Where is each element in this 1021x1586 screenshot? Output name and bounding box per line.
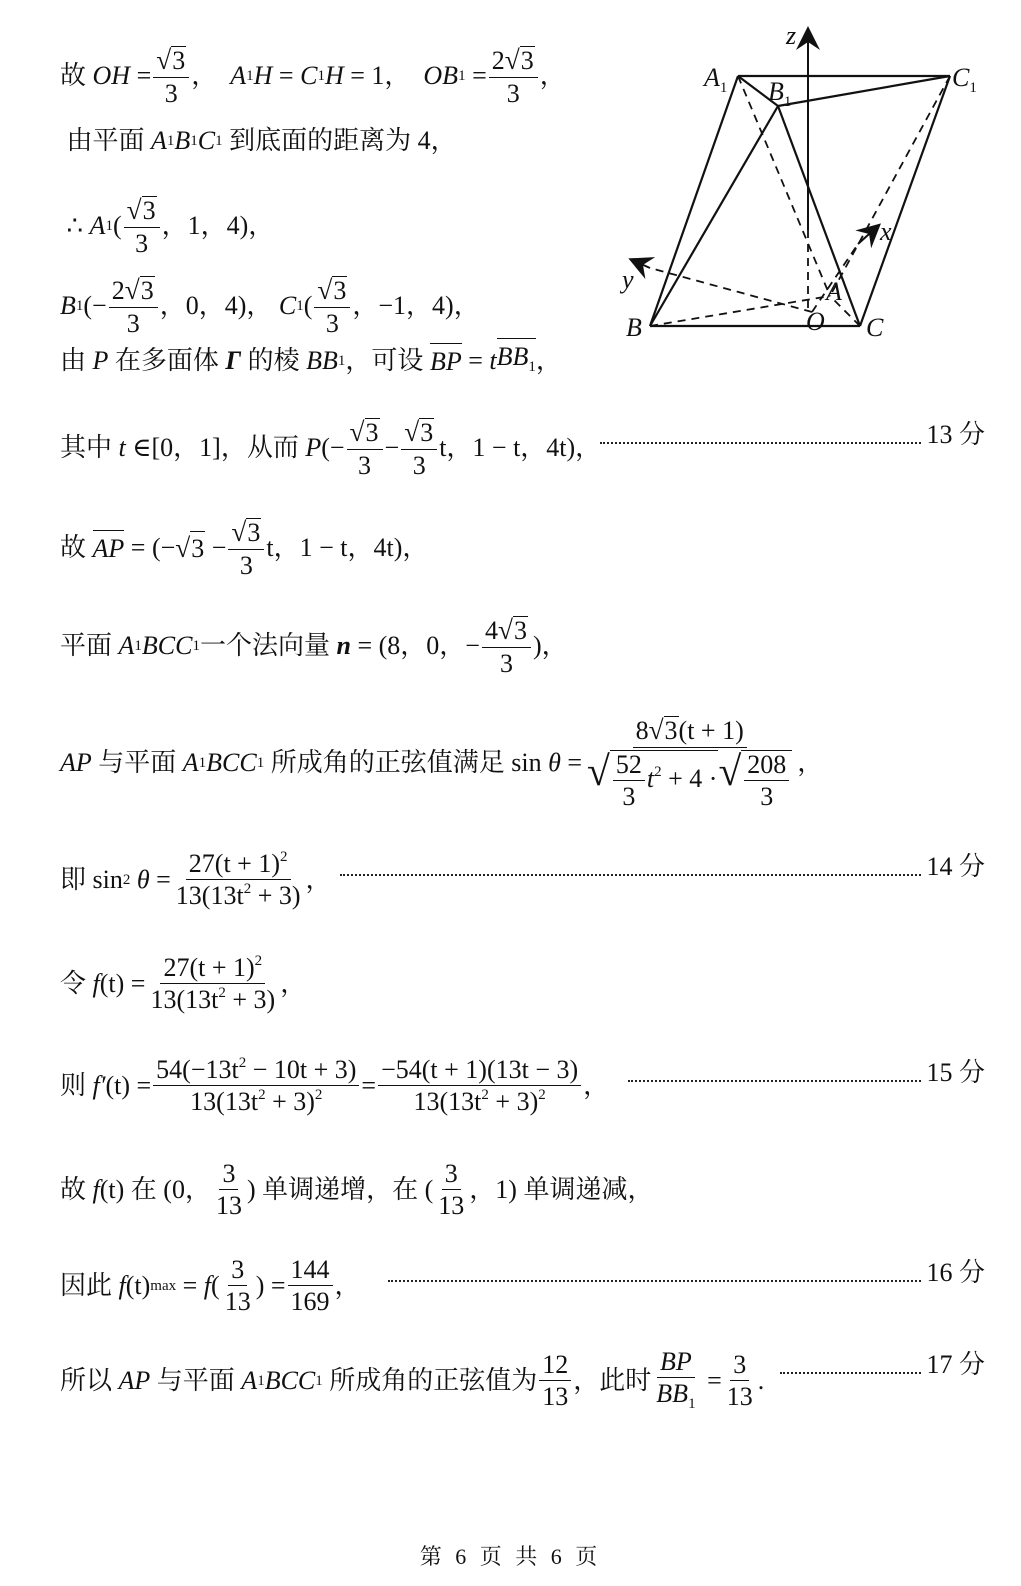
dot-leader-14	[340, 840, 921, 876]
label-z: z	[786, 21, 797, 50]
label-c: C	[866, 313, 884, 342]
line-13: 故 f (t) 在 (0， $\frac{3}{13}$ ) 单调递增，在 ( $\frac{3}{13}$ ，1) 单调递减，	[60, 1159, 654, 1221]
label-o: O	[806, 307, 825, 336]
edge-b1-c1	[778, 76, 950, 106]
score-15: 15 分	[926, 1058, 985, 1087]
label-c1: $C_1$	[952, 63, 977, 96]
line-8: 平面 A 1 BCC 1 一个法向量 n = (8，0，− 4 √ 3 3 )，	[60, 615, 568, 678]
line-4: B 1 (− 2 √ 3 3 ，0，4)， C 1 ( √ 3 3 ，−1，4)，	[60, 275, 480, 338]
label-y: y	[622, 265, 634, 294]
line-15: 所以 AP 与平面 A 1 BCC 1 所成角的正弦值为 $\frac{12}{13}$ ，此时 $\frac{BP}{BB_1}$ = $\frac{3}{13}$ .	[60, 1347, 765, 1413]
dot-leader-17	[780, 1338, 921, 1374]
dot-leader-15	[628, 1046, 921, 1082]
label-a1: $A_1$	[704, 63, 728, 96]
page-footer: 第 6 页 共 6 页	[419, 1544, 602, 1569]
line-7: 故 AP = (− √ 3 − √ 3 3 t，1 − t，4t)，	[60, 517, 429, 580]
label-b1: $B_1$	[768, 77, 792, 110]
label-b: B	[626, 313, 642, 342]
axis-y	[632, 260, 650, 268]
line-9: AP 与平面 A 1 BCC 1 所成角的正弦值满足 sin θ = 8 √ 3 (t + 1) √ $\frac{52}{3}$ $t^2 + 4$ · √ $\frac{208}{3}$ ，	[60, 715, 824, 811]
dot-leader-13	[600, 408, 921, 444]
edge-b1-b	[650, 106, 778, 326]
axis-x	[858, 226, 878, 244]
line-3: ∴ A 1 ( √ 3 3 ，1，4)，	[66, 195, 275, 258]
label-x: x	[880, 217, 892, 246]
line-1: 故 OH = √ 3 3 ， A 1 H = C 1 H = 1 ， OB 1 = 2 √ 3 3 ，	[60, 45, 566, 108]
dashed-c1-a	[830, 76, 950, 296]
score-17: 17 分	[926, 1350, 985, 1379]
score-16: 16 分	[926, 1258, 985, 1287]
edge-b1-c	[778, 106, 860, 326]
score-14: 14 分	[926, 852, 985, 881]
line-2: 由平面 A 1 B 1 C 1 到底面的距离为 4，	[66, 126, 457, 155]
line-10: 即 sin 2 θ = $\frac{27(t + 1)^2}{13(13t^2 + 3)}$ ，	[60, 849, 332, 911]
line-14: 因此 f (t) max = f ( $\frac{3}{13}$ ) = $\frac{144}{169}$ ，	[60, 1255, 361, 1317]
line-5: 由 P 在多面体 Γ 的棱 BB 1 ，可设 BP = t $BB_1$ ，	[60, 338, 562, 384]
edge-c1-c	[860, 76, 950, 326]
score-13: 13 分	[926, 420, 985, 449]
line-12: 则 f′ (t) = $\frac{54(-13t^2 - 10t + 3)}{13(13t^2 + 3)^2}$ = $\frac{-54(t + 1)(13t - 3)}{13(13t^2 + 3)^2}$ ，	[60, 1055, 610, 1117]
label-a: A	[826, 277, 842, 306]
line-6: 其中 t ∈[0，1]，从而 P (− √ 3 3 − √ 3 3 t，1 − t，4t)，	[60, 417, 602, 480]
dashed-o-y	[650, 268, 812, 312]
dot-leader-16	[388, 1246, 921, 1282]
dashed-b-a	[650, 296, 830, 326]
line-11: 令 f (t) = $\frac{27(t + 1)^2}{13(13t^2 + 3)}$ ，	[60, 953, 307, 1015]
